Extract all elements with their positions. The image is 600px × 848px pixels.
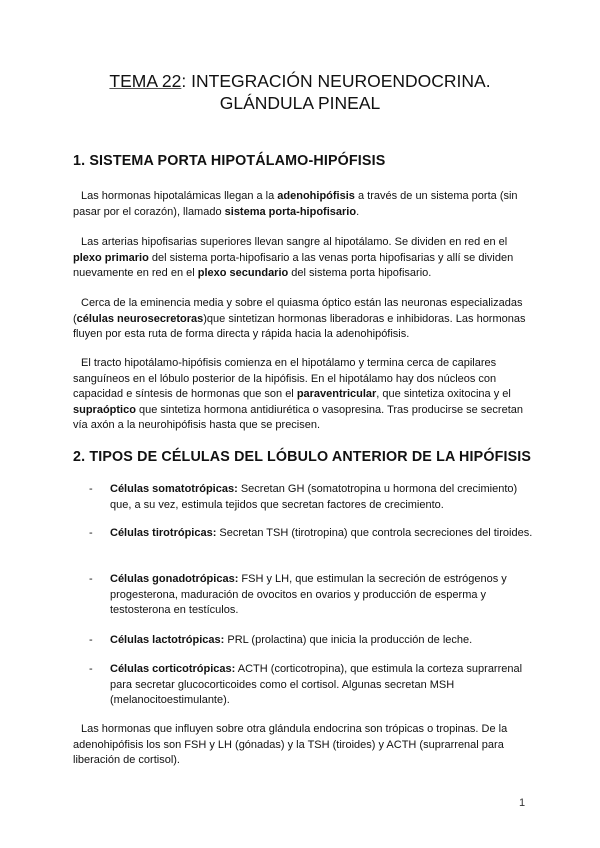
bold-term: adenohipófisis [277,190,355,202]
bold-term: plexo secundario [197,267,289,280]
paragraph-text: )que sintetizan hormonas liberadoras e inhibidoras. Las hormonas fluyen por esta ruta de forma directa y rápida hacia la adenohipófisis. [73,312,526,341]
paragraph-text: Las arterias hipofisarias superiores llevan sangre al hipotálamo. Se dividen en red en el [81,236,508,248]
cell-type-label: Células lactotrópicas: [110,634,225,646]
paragraph-text: , que sintetiza oxitocina y el [376,388,511,401]
cell-type-description: Secretan TSH (tirotropina) que controla secreciones del tiroides. [216,527,533,539]
bullet-dash-icon: - [89,634,93,646]
bullet-dash-icon: - [89,573,93,585]
section-heading-1: 1. SISTEMA PORTA HIPOTÁLAMO-HIPÓFISIS [73,153,386,169]
bullet-dash-icon: - [89,663,93,675]
paragraph [73,235,538,282]
cell-type-label: Células somatotrópicas: [110,483,238,495]
cell-type-description: Secretan GH (somatotropina u hormona del crecimiento) que, a su vez, estimula tejidos que secretan factores de crecimiento. [110,483,518,511]
paragraph [73,356,538,434]
paragraph-text: del sistema porta hipofisario. [288,267,432,280]
closing-paragraph [73,722,538,769]
page-number: 1 [519,797,526,809]
paragraph-text: Cerca de la eminencia media y sobre el quiasma óptico están las neuronas especializadas ( [73,297,523,325]
cell-type-label: Células corticotrópicas: [110,663,236,675]
paragraph [73,296,538,343]
paragraph-text: Las hormonas que influyen sobre otra glándula endocrina son trópicas o tropinas. De la adenohipófisis los son FSH y LH (gónadas) y la TSH (tiroides) y ACTH (suprarrenal para liberación de cortisol). [73,723,508,767]
cell-type-label: Células tirotrópicas: [110,527,217,539]
bold-term: supraóptico [73,403,136,416]
bold-term: paraventricular [296,388,377,401]
document-title [60,70,540,114]
paragraph-text: del sistema porta-hipofisario a las venas porta hipofisarias y allí se dividen nuevamente en red en el [73,251,514,280]
paragraph-text: Las hormonas hipotalámicas llegan a la [81,190,278,202]
cell-type-description: FSH y LH, que estimulan la secreción de estrógenos y progesterona, maduración de ovocitos en ovarios y producción de esperma y testosterona en testículos. [110,573,507,617]
section-heading-2: 2. TIPOS DE CÉLULAS DEL LÓBULO ANTERIOR DE LA HIPÓFISIS [73,449,532,465]
cell-type-description: ACTH (corticotropina), que estimula la corteza suprarrenal para secretar glucocorticoides como el cortisol. Algunas secretan MSH (melanocitoestimulante). [110,663,523,707]
paragraph [73,189,538,220]
bold-term: sistema porta-hipofisario [224,205,357,218]
paragraph-text: . [356,205,360,218]
bold-term: células neurosecretoras [76,312,204,325]
paragraph-text: El tracto hipotálamo-hipófisis comienza en el hipotálamo y termina cerca de capilares sanguíneos en el lóbulo posterior de la hipófisis. En el hipotálamo hay dos núcleos con capacidad e síntesis de hormonas que son el [73,357,497,401]
bold-term: plexo primario [73,251,149,264]
paragraph-text: a través de un sistema porta (sin pasar por el corazón), llamado [73,190,518,218]
title-separator: : [181,71,192,91]
cell-type-label: Células gonadotrópicas: [110,573,239,585]
bullet-dash-icon: - [89,527,93,539]
topic-number: TEMA 22 [109,71,182,91]
paragraph-text: que sintetiza hormona antidiurética o vasopresina. Tras producirse se secretan vía axón a la neurohipófisis hasta que se precisen. [73,403,523,432]
cell-type-description: PRL (prolactina) que inicia la producción de leche. [224,634,473,646]
bullet-dash-icon: - [89,483,93,495]
title-text: INTEGRACIÓN NEUROENDOCRINA. GLÁNDULA PINEAL [191,71,491,113]
